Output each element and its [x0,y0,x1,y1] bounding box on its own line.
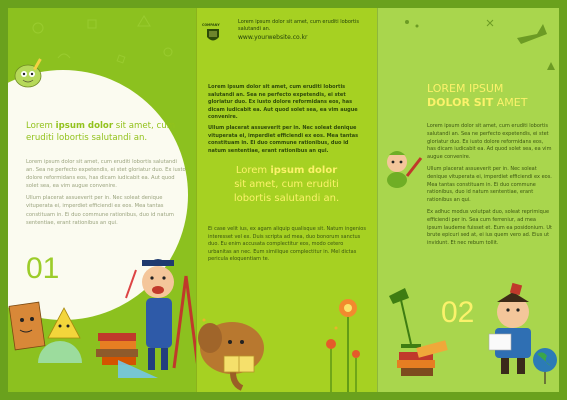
illustration-left [8,8,196,392]
section-number: 02 [441,296,475,329]
panel-middle [196,8,377,392]
fold-line [377,8,378,392]
panel-right [377,8,559,392]
paragraph: Lorem ipsum dolor sit amet, cum eruditi lobortis salutandi an. Sea ne perfecto expetendis, ei stet gloriatur duo. Ex iusto dolore reformidans eos, has dicam iudicabit ea. Ad quod solet sea, ea vim augue convenire. [427,123,552,161]
headline-bold-text: ipsum dolor [55,121,114,131]
website-url: www.yourwebsite.co.kr [238,34,308,41]
illustration-right [377,8,559,392]
paragraph: Lorem ipsum dolor sit amet, cum eruditi lobortis salutandi an. Sea ne perfecto expetendis, ei stet gloriatur duo. Ex iusto dolore reformidans eos, has dicam iudicabit ea. Aut quod solet sea, ea vim augue convenire. [208,84,358,121]
desk-lamp-illustration [389,288,421,348]
headline-rest-text: sit amet, cum eruditi lobortis salutandi an. [26,121,176,143]
panel-left [8,8,196,392]
globe-illustration [533,348,557,384]
headline-rest-text: AMET [493,96,528,109]
section-number: 01 [26,252,60,285]
paragraph: Ullum placerat assueverit per in. Nec soleat denique vituperata ei, imperdiet efficiendi ex eos. Mea tantas constituam in. Ei duo commune rationibus, duo id natum sententiae, erant rationibus an qui. [26,195,174,226]
fold-line [196,8,197,392]
logo-text: COMPANY [202,23,220,27]
compass-illustration [174,276,196,368]
flower-illustration [326,299,360,392]
book-character [9,302,45,350]
headline-text: sit amet, cum eruditi [234,179,339,190]
paragraph: Ex adhuc modus volutpat duo, soleat reprimique efficiendi per in. Sea cum ferreniur, ad mea ipsum laudeme fuisset et. Eum ea posidonium. Ut brute epicuri sed at, ei ius quem vero ad. Eius ut invidunt. Et nec rebum tollit. [427,208,552,247]
elephant-character [198,322,264,388]
paragraph: Lorem ipsum dolor sit amet, cum eruditi lobortis salutandi an. Sea ne perfecto expetendis, ei stet gloriatur duo. Ex iusto dolore reformidans eos, has dicam iudicabit ea. Aut quod solet sea, ea vim augue convenire. [26,159,186,190]
headline-text: Lorem [26,121,56,131]
flying-kid-character [387,151,421,188]
paragraph: Ullum placerat assueverit per in. Nec soleat denique vituperata ei, imperdiet efficiendi ex eos. Mea tantas constituam in. Ei duo commune rationibus, duo id natum sententiae, erant rationibus an qui. [427,165,552,204]
headline-text: lobortis salutandi an. [233,193,340,204]
headline-text: Lorem [235,165,271,176]
panel2-body-secondary: Ei case velit ius, ex agam aliquip qualisque sit. Natum ingenios interesset vel ex. Duis scripta ad mea, duo bonorum sanctus duo. Eu enim accusata complectitur eos, modo cetero urbanitas an nec. Eum similique complectitur in. Mel dictas pericula eloquentiam te. [208,226,366,263]
headline-text: LOREM IPSUM [427,82,504,95]
headline-bold-text: ipsum dolor [270,165,338,176]
books-illustration [96,333,138,365]
brand-tagline: Lorem ipsum dolor sit amet, cum eruditi lobortis salutandi an. [238,19,359,32]
illustration-middle [196,8,377,392]
headline-bold-text: DOLOR SIT [427,96,494,109]
triangle-character [48,308,80,338]
reading-kid-character [489,283,531,374]
paragraph: Ullum placerat assueverit per in. Nec soleat denique vituperata ei, imperdiet efficiendi ex eos. Mea tantas constituam in. Ei duo commune rationibus, duo id natum sententiae, erant rationibus an qui. [208,124,359,154]
